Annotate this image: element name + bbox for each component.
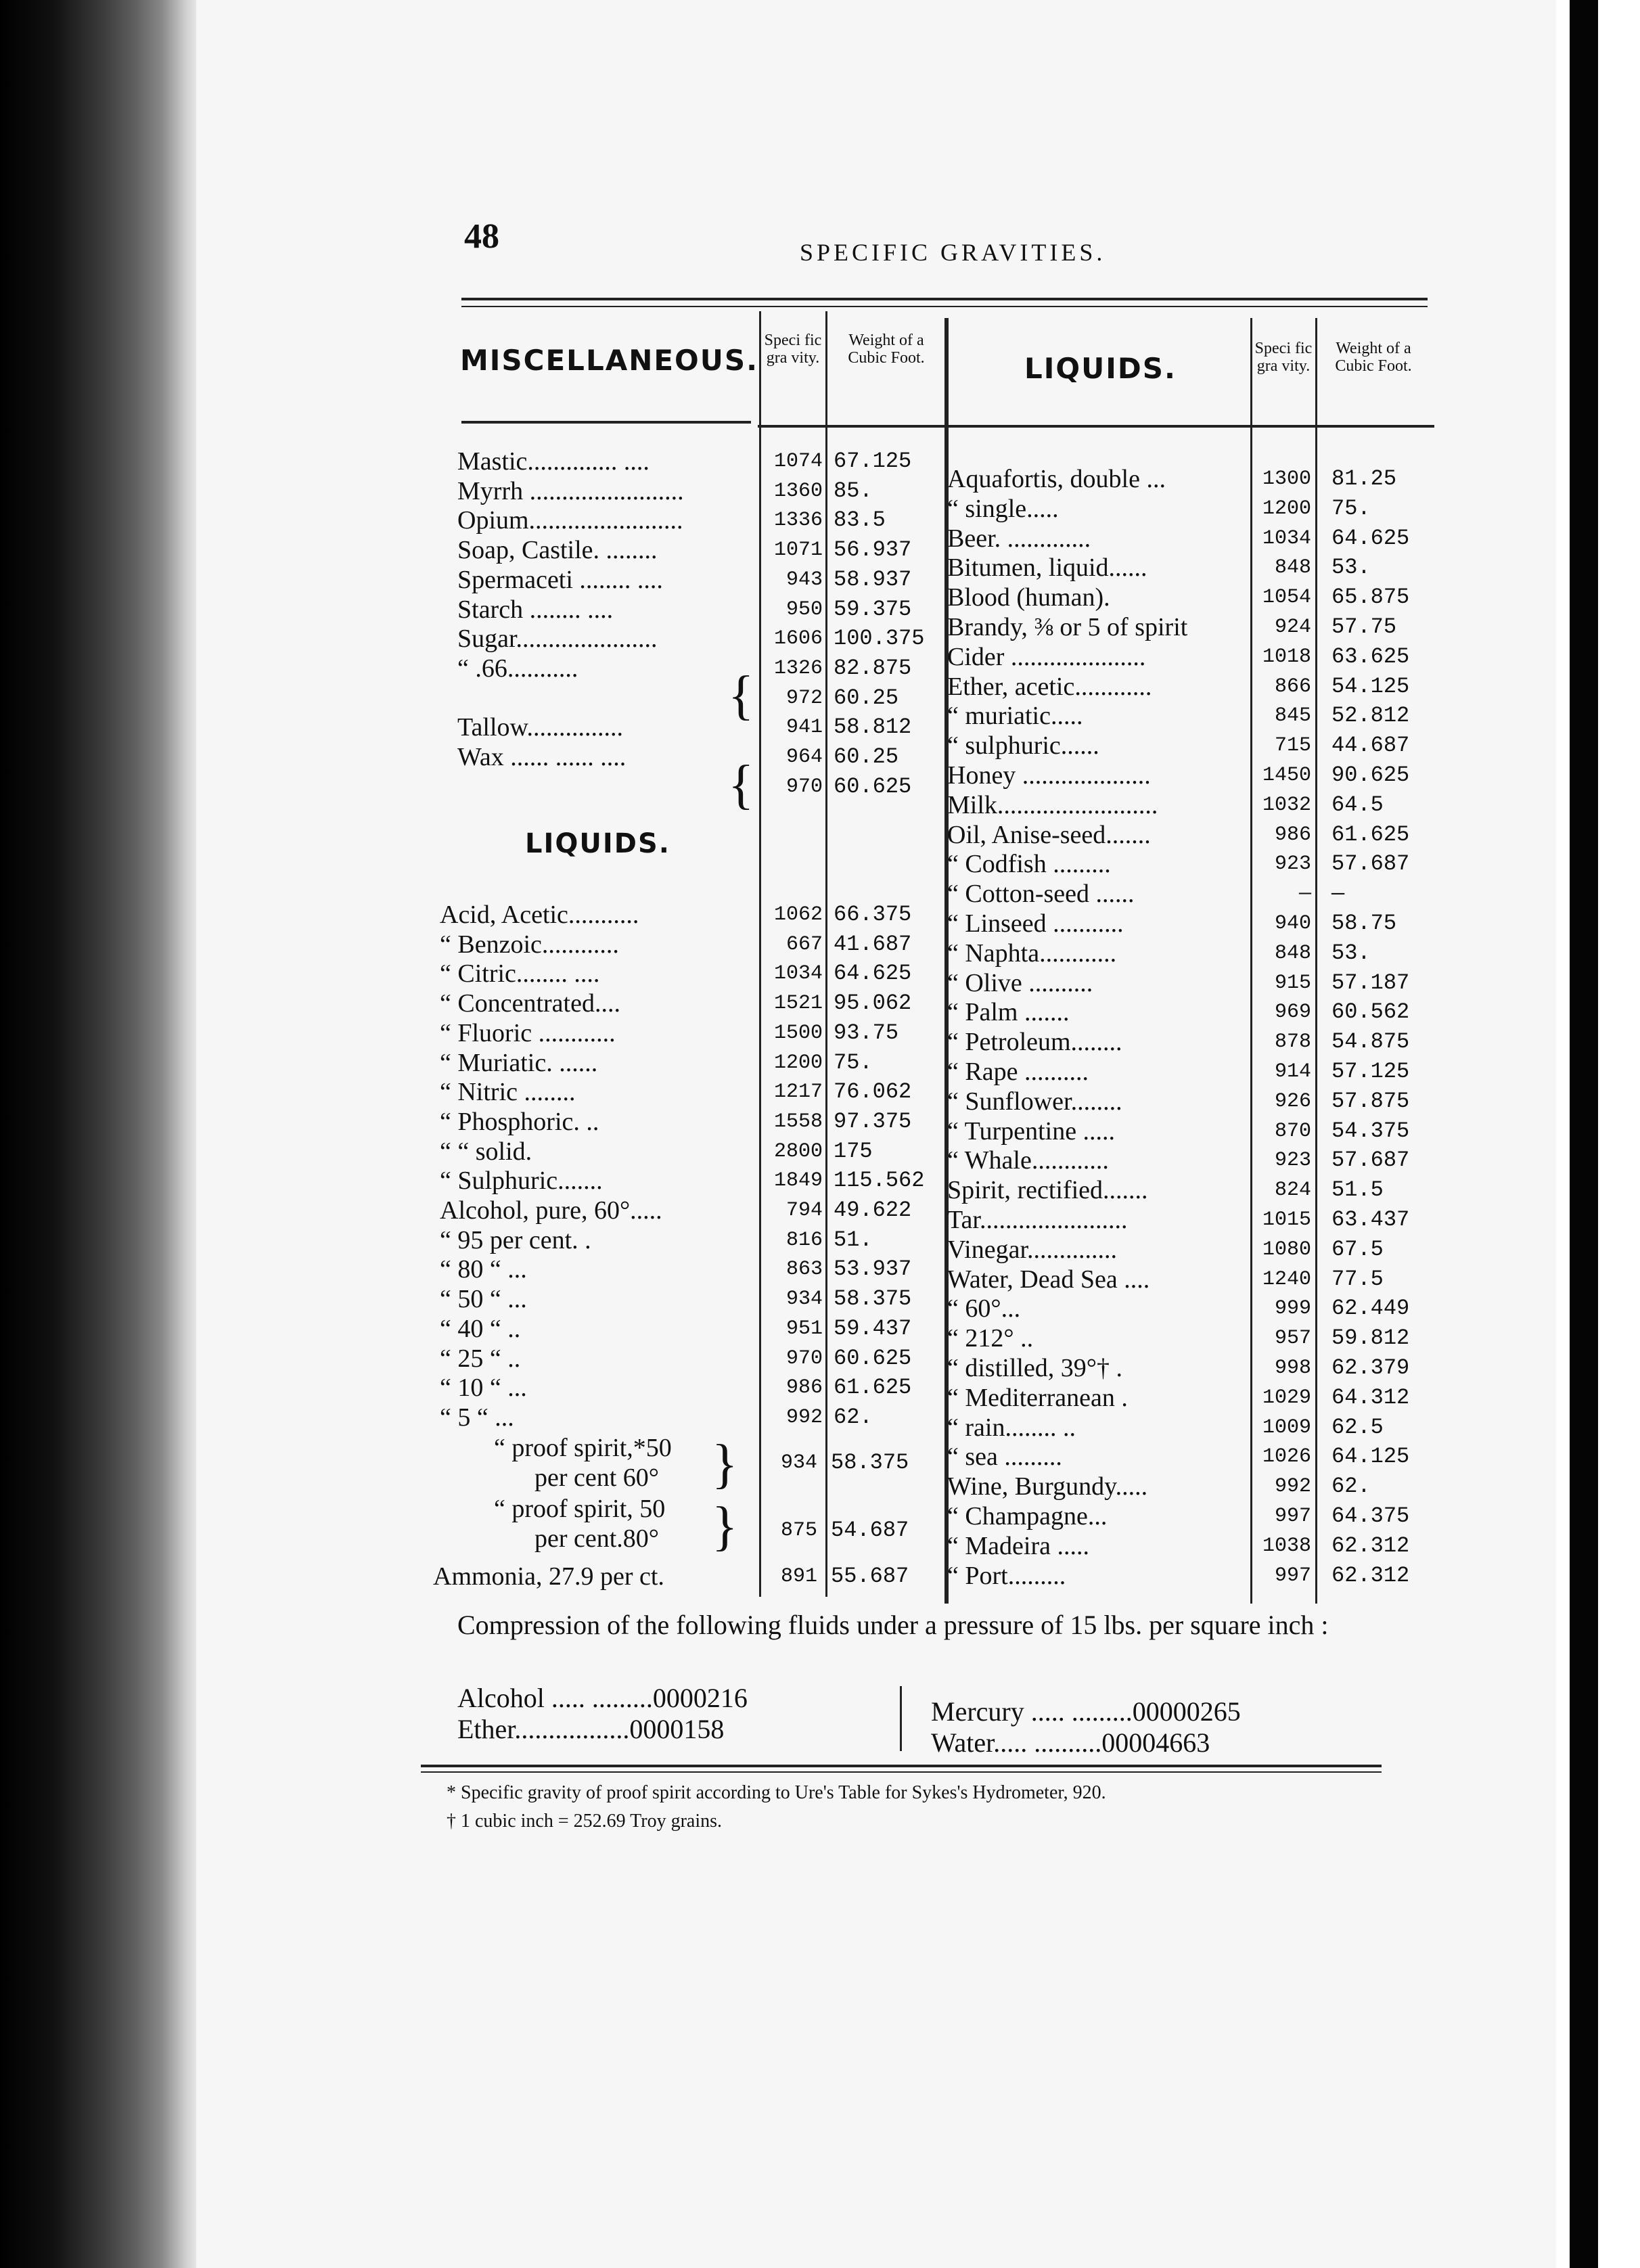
misc-label: Soap, Castile. ........ bbox=[457, 536, 658, 565]
right-liquid-weight: 65.875 bbox=[1331, 585, 1410, 610]
right-liquid-specific-gravity: 1018 bbox=[1262, 645, 1311, 668]
misc-label: Wax ...... ...... .... bbox=[457, 743, 627, 771]
right-liquid-specific-gravity: 923 bbox=[1274, 853, 1311, 876]
left-liquid-weight: 95.062 bbox=[834, 991, 912, 1016]
right-liquid-weight: 59.812 bbox=[1331, 1325, 1410, 1351]
misc-specific-gravity: 1606 bbox=[773, 627, 823, 651]
right-liquid-label: Beer. ............. bbox=[947, 524, 1091, 553]
right-liquid-weight: 44.687 bbox=[1331, 733, 1410, 758]
left-liquid-label: Alcohol, pure, 60°..... bbox=[440, 1196, 662, 1225]
right-liquid-label: Milk......................... bbox=[947, 790, 1158, 819]
left-liquid-specific-gravity: 816 bbox=[785, 1228, 823, 1252]
right-liquid-specific-gravity: — bbox=[1298, 882, 1311, 906]
left-liquid-label: “ 80 “ ... bbox=[440, 1255, 527, 1284]
left-liquid-specific-gravity: 970 bbox=[785, 1346, 823, 1370]
left-liquid-specific-gravity: 992 bbox=[785, 1405, 823, 1429]
right-liquid-label: Spirit, rectified....... bbox=[947, 1176, 1148, 1205]
right-liquid-weight: 67.5 bbox=[1331, 1236, 1384, 1262]
right-liquid-label: “ Rape .......... bbox=[947, 1058, 1089, 1086]
compression-divider bbox=[900, 1686, 902, 1751]
right-liquid-weight: 53. bbox=[1331, 940, 1371, 966]
misc-label: Mastic.............. .... bbox=[457, 447, 650, 476]
left-liquid-specific-gravity: 667 bbox=[785, 932, 823, 956]
misc-weight: 58.812 bbox=[834, 715, 912, 740]
right-liquid-specific-gravity: 715 bbox=[1274, 734, 1311, 758]
right-liquid-specific-gravity: 998 bbox=[1274, 1357, 1311, 1380]
compression-alcohol: Alcohol ..... .........0000216 bbox=[457, 1683, 748, 1713]
misc-weight: 60.625 bbox=[834, 773, 912, 799]
right-liquid-specific-gravity: 845 bbox=[1274, 704, 1311, 728]
misc-specific-gravity: 970 bbox=[785, 775, 823, 798]
page-number: 48 bbox=[464, 217, 499, 256]
right-liquid-specific-gravity: 1029 bbox=[1262, 1386, 1311, 1409]
right-wt-header: Weight of a Cubic Foot. bbox=[1335, 340, 1412, 375]
right-liquid-weight: 64.125 bbox=[1331, 1444, 1410, 1470]
right-liquid-specific-gravity: 1038 bbox=[1262, 1534, 1311, 1558]
right-liquid-specific-gravity: 848 bbox=[1274, 941, 1311, 965]
left-liquid-specific-gravity: 794 bbox=[785, 1199, 823, 1222]
right-liquid-specific-gravity: 914 bbox=[1274, 1060, 1311, 1083]
left-liquid-label: “ Fluoric ............ bbox=[440, 1018, 616, 1047]
right-liquid-weight: 64.5 bbox=[1331, 792, 1384, 817]
footnote-1: * Specific gravity of proof spirit according to Ure's Table for Sykes's Hydrometer, 920. bbox=[447, 1782, 1106, 1803]
misc-specific-gravity: 941 bbox=[785, 716, 823, 740]
left-liquid-weight: 62. bbox=[834, 1404, 873, 1430]
right-liquid-weight: 62.312 bbox=[1331, 1533, 1410, 1558]
right-liquid-specific-gravity: 986 bbox=[1274, 823, 1311, 846]
misc-weight: 59.375 bbox=[834, 596, 912, 622]
right-liquid-specific-gravity: 1034 bbox=[1262, 526, 1311, 550]
right-liquid-specific-gravity: 866 bbox=[1274, 675, 1311, 698]
left-liquid-weight: 93.75 bbox=[834, 1020, 899, 1045]
right-liquid-label: Tar....................... bbox=[947, 1206, 1128, 1234]
left-wt-header: Weight of a Cubic Foot. bbox=[848, 332, 925, 367]
left-liquid-specific-gravity: 1200 bbox=[773, 1051, 823, 1074]
right-liquid-label: Ether, acetic............ bbox=[947, 672, 1152, 701]
right-liquid-label: “ muriatic..... bbox=[947, 702, 1083, 731]
right-liquid-label: “ Naphta............ bbox=[947, 938, 1117, 968]
left-liquid-label: “ 50 “ ... bbox=[440, 1285, 527, 1314]
right-liquid-weight: 61.625 bbox=[1331, 821, 1410, 847]
left-liquid-weight: 51. bbox=[834, 1227, 873, 1252]
left-liquid-weight: 59.437 bbox=[834, 1315, 912, 1341]
left-liquid-specific-gravity: 1500 bbox=[773, 1021, 823, 1045]
misc-weight: 58.937 bbox=[834, 566, 912, 592]
misc-label: “ .66........... bbox=[457, 654, 578, 683]
brace-sugar: { bbox=[728, 666, 754, 725]
left-liquid-weight: 64.625 bbox=[834, 961, 912, 986]
misc-specific-gravity: 1071 bbox=[773, 539, 823, 562]
right-liquid-label: Oil, Anise-seed....... bbox=[947, 820, 1151, 849]
right-liquid-weight: 62.449 bbox=[1331, 1296, 1410, 1321]
misc-label: Tallow............... bbox=[457, 713, 624, 742]
right-liquid-label: “ Palm ....... bbox=[947, 998, 1070, 1027]
left-liquid-specific-gravity: 1849 bbox=[773, 1169, 823, 1193]
right-liquid-label: “ Olive .......... bbox=[947, 968, 1093, 997]
right-liquid-label: “ sulphuric...... bbox=[947, 731, 1099, 761]
brace-wax: { bbox=[728, 755, 754, 815]
left-liquid-label: “ 40 “ .. bbox=[440, 1314, 521, 1343]
left-liquid-label: “ Phosphoric. .. bbox=[440, 1107, 599, 1136]
right-liquid-weight: 77.5 bbox=[1331, 1266, 1384, 1292]
brace-proof2: } bbox=[712, 1497, 738, 1556]
right-liquid-specific-gravity: 1450 bbox=[1262, 764, 1311, 787]
left-liquid-label: “ 95 per cent. . bbox=[440, 1225, 591, 1254]
right-liquid-weight: 54.375 bbox=[1331, 1118, 1410, 1143]
misc-weight: 60.25 bbox=[834, 685, 899, 710]
header-rule bbox=[461, 421, 751, 424]
right-liquid-label: “ Cotton-seed ...... bbox=[947, 880, 1135, 909]
left-liquid-label: “ Nitric ........ bbox=[440, 1078, 576, 1107]
right-liquid-label: Water, Dead Sea .... bbox=[947, 1265, 1150, 1294]
right-liquid-weight: 54.875 bbox=[1331, 1029, 1410, 1055]
right-liquid-weight: 90.625 bbox=[1331, 763, 1410, 788]
left-liquid-specific-gravity: 863 bbox=[785, 1258, 823, 1282]
misc-label: Sugar...................... bbox=[457, 625, 658, 654]
right-liquid-weight: 62.312 bbox=[1331, 1562, 1410, 1588]
right-liquid-label: “ distilled, 39°† . bbox=[947, 1354, 1123, 1382]
misc-weight: 85. bbox=[834, 478, 873, 503]
col-rule-right-wt bbox=[1315, 318, 1317, 1604]
misc-specific-gravity: 1336 bbox=[773, 509, 823, 532]
compression-ether: Ether.................0000158 bbox=[457, 1714, 725, 1744]
left-liquid-label: Acid, Acetic........... bbox=[440, 901, 639, 929]
header-rule-2 bbox=[758, 425, 1434, 428]
right-liquid-label: Honey .................... bbox=[947, 761, 1151, 790]
right-liquid-weight: 57.187 bbox=[1331, 970, 1410, 995]
footnote-2: † 1 cubic inch = 252.69 Troy grains. bbox=[447, 1811, 722, 1832]
right-liquid-label: “ 60°... bbox=[947, 1294, 1021, 1323]
left-liquid-label: “ Muriatic. ...... bbox=[440, 1048, 598, 1077]
misc-specific-gravity: 943 bbox=[785, 568, 823, 591]
right-liquid-weight: 58.75 bbox=[1331, 911, 1397, 936]
right-liquid-weight: 57.75 bbox=[1331, 614, 1397, 639]
misc-weight: 83.5 bbox=[834, 507, 886, 533]
right-liquid-specific-gravity: 1026 bbox=[1262, 1445, 1311, 1469]
right-liquid-weight: 62. bbox=[1331, 1474, 1371, 1499]
left-sg-header: Speci fic gra vity. bbox=[764, 332, 822, 367]
right-liquid-specific-gravity: 1200 bbox=[1262, 497, 1311, 520]
left-liquid-label: “ Benzoic............ bbox=[440, 930, 619, 959]
right-liquid-label: Cider ..................... bbox=[947, 642, 1146, 671]
right-liquid-weight: 64.625 bbox=[1331, 525, 1410, 551]
misc-specific-gravity: 950 bbox=[785, 597, 823, 621]
right-liquid-weight: 54.125 bbox=[1331, 673, 1410, 699]
left-liquid-weight: 53.937 bbox=[834, 1256, 912, 1282]
footnote-rule bbox=[421, 1765, 1382, 1767]
right-liquid-label: “ Petroleum........ bbox=[947, 1028, 1122, 1057]
right-liquid-weight: 60.562 bbox=[1331, 999, 1410, 1025]
right-liquid-label: “ Champagne... bbox=[947, 1502, 1108, 1530]
right-liquid-specific-gravity: 923 bbox=[1274, 1149, 1311, 1173]
misc-weight: 67.125 bbox=[834, 449, 912, 474]
right-liquid-specific-gravity: 926 bbox=[1274, 1089, 1311, 1113]
right-liquid-weight: 62.379 bbox=[1331, 1355, 1410, 1380]
left-liquid-label: “ “ solid. bbox=[440, 1137, 532, 1166]
misc-specific-gravity: 1326 bbox=[773, 656, 823, 680]
brace-proof1: } bbox=[712, 1434, 738, 1494]
left-liquid-specific-gravity: 1034 bbox=[773, 962, 823, 986]
misc-specific-gravity: 964 bbox=[785, 746, 823, 769]
book-spine bbox=[0, 0, 203, 2268]
right-liquid-label: Brandy, ⅜ or 5 of spirit bbox=[947, 613, 1188, 641]
misc-specific-gravity: 972 bbox=[785, 686, 823, 710]
misc-weight: 56.937 bbox=[834, 537, 912, 563]
right-liquid-weight: 57.875 bbox=[1331, 1088, 1410, 1114]
right-liquid-label: “ single..... bbox=[947, 494, 1059, 523]
right-liquid-specific-gravity: 1300 bbox=[1262, 468, 1311, 491]
right-liquid-label: Blood (human). bbox=[947, 583, 1110, 612]
right-liquid-weight: 57.687 bbox=[1331, 851, 1410, 877]
left-liquid-label: “ 25 “ .. bbox=[440, 1344, 521, 1373]
right-liquid-label: Aquafortis, double ... bbox=[947, 465, 1166, 493]
right-liquid-specific-gravity: 924 bbox=[1274, 616, 1311, 639]
compression-intro: Compression of the following fluids under a pressure of 15 lbs. per square inch : bbox=[457, 1610, 1329, 1640]
right-liquid-weight: 75. bbox=[1331, 495, 1371, 521]
left-liquids-title: LIQUIDS. bbox=[525, 828, 670, 859]
left-liquid-label: “ 5 “ ... bbox=[440, 1403, 514, 1432]
right-liquid-weight: 57.687 bbox=[1331, 1148, 1410, 1173]
top-rule bbox=[461, 298, 1428, 300]
left-liquid-weight: 49.622 bbox=[834, 1198, 912, 1223]
col-rule-left-wt bbox=[825, 311, 827, 1597]
left-liquid-specific-gravity: 934 bbox=[785, 1288, 823, 1311]
left-liquid-label: “ Concentrated.... bbox=[440, 989, 620, 1018]
misc-label: Spermaceti ........ .... bbox=[457, 565, 663, 594]
right-liquid-specific-gravity: 940 bbox=[1274, 912, 1311, 935]
right-liquid-weight: 63.625 bbox=[1331, 643, 1410, 669]
right-liquid-label: “ Whale............ bbox=[947, 1146, 1109, 1175]
left-liquid-weight: 76.062 bbox=[834, 1079, 912, 1105]
right-liquid-label: Vinegar.............. bbox=[947, 1235, 1118, 1264]
misc-specific-gravity: 1360 bbox=[773, 479, 823, 503]
right-liquid-weight: 53. bbox=[1331, 555, 1371, 581]
right-liquid-specific-gravity: 997 bbox=[1274, 1564, 1311, 1587]
right-liquid-label: “ Sunflower........ bbox=[947, 1087, 1122, 1116]
left-liquid-weight: 175 bbox=[834, 1138, 873, 1164]
left-liquid-specific-gravity: 1521 bbox=[773, 992, 823, 1016]
right-liquid-label: “ Linseed ........... bbox=[947, 909, 1124, 938]
right-liquid-specific-gravity: 1080 bbox=[1262, 1238, 1311, 1261]
right-liquid-weight: — bbox=[1331, 881, 1345, 907]
right-liquid-weight: 63.437 bbox=[1331, 1207, 1410, 1232]
right-liquid-specific-gravity: 1009 bbox=[1262, 1415, 1311, 1439]
misc-label: Myrrh ........................ bbox=[457, 476, 684, 505]
right-liquid-specific-gravity: 997 bbox=[1274, 1505, 1311, 1528]
misc-label: Opium........................ bbox=[457, 506, 683, 535]
misc-weight: 82.875 bbox=[834, 655, 912, 681]
right-liquid-specific-gravity: 999 bbox=[1274, 1297, 1311, 1321]
right-liquid-weight: 62.5 bbox=[1331, 1414, 1384, 1440]
left-liquid-label: “ Sulphuric....... bbox=[440, 1166, 603, 1196]
right-liquid-label: “ Turpentine ..... bbox=[947, 1116, 1116, 1146]
right-liquid-specific-gravity: 915 bbox=[1274, 971, 1311, 995]
right-liquid-specific-gravity: 1240 bbox=[1262, 1267, 1311, 1291]
col-rule-left-sg bbox=[759, 311, 761, 1597]
right-liquid-label: “ Madeira ..... bbox=[947, 1531, 1089, 1560]
right-liquid-specific-gravity: 1032 bbox=[1262, 793, 1311, 817]
misc-weight: 100.375 bbox=[834, 626, 925, 652]
right-liquid-weight: 64.375 bbox=[1331, 1503, 1410, 1528]
right-liquid-weight: 64.312 bbox=[1331, 1384, 1410, 1410]
left-liquid-specific-gravity: 986 bbox=[785, 1376, 823, 1400]
misc-weight: 60.25 bbox=[834, 744, 899, 769]
right-liquid-label: “ Port......... bbox=[947, 1561, 1066, 1590]
left-liquid-weight: 97.375 bbox=[834, 1108, 912, 1134]
facing-page-edge bbox=[1556, 0, 1640, 2268]
right-liquid-weight: 57.125 bbox=[1331, 1059, 1410, 1084]
right-liquid-specific-gravity: 824 bbox=[1274, 1179, 1311, 1202]
right-liquid-specific-gravity: 992 bbox=[1274, 1475, 1311, 1499]
right-liquid-label: “ Codfish ......... bbox=[947, 850, 1111, 879]
right-liquids-title: LIQUIDS. bbox=[1024, 352, 1177, 385]
right-liquid-weight: 52.812 bbox=[1331, 703, 1410, 729]
col-rule-right-sg bbox=[1250, 318, 1252, 1604]
right-liquid-label: Wine, Burgundy..... bbox=[947, 1472, 1148, 1501]
right-liquid-weight: 81.25 bbox=[1331, 466, 1397, 491]
running-header: SPECIFIC GRAVITIES. bbox=[800, 239, 1106, 266]
left-liquid-specific-gravity: 1558 bbox=[773, 1110, 823, 1133]
left-liquid-weight: 58.375 bbox=[834, 1286, 912, 1312]
right-liquid-label: “ rain........ .. bbox=[947, 1413, 1076, 1442]
left-liquid-label: “ 10 “ ... bbox=[440, 1374, 527, 1403]
right-liquid-specific-gravity: 1054 bbox=[1262, 586, 1311, 610]
footnote-rule-thin bbox=[421, 1771, 1382, 1773]
left-liquid-weight: 75. bbox=[834, 1049, 873, 1075]
misc-label: Starch ........ .... bbox=[457, 595, 614, 624]
misc-title: MISCELLANEOUS. bbox=[460, 344, 759, 377]
right-liquid-specific-gravity: 848 bbox=[1274, 556, 1311, 580]
misc-specific-gravity: 1074 bbox=[773, 450, 823, 473]
left-liquid-specific-gravity: 951 bbox=[785, 1317, 823, 1340]
right-liquid-label: “ Mediterranean . bbox=[947, 1383, 1128, 1412]
left-liquid-label: “ Citric........ .... bbox=[440, 959, 600, 989]
left-liquid-weight: 61.625 bbox=[834, 1375, 912, 1401]
left-liquid-weight: 60.625 bbox=[834, 1345, 912, 1371]
right-liquid-label: Bitumen, liquid...... bbox=[947, 553, 1147, 583]
left-liquid-specific-gravity: 2800 bbox=[773, 1139, 823, 1163]
compression-water: Water..... ..........00004663 bbox=[931, 1727, 1210, 1758]
right-liquid-label: “ 212° .. bbox=[947, 1324, 1034, 1353]
right-liquid-specific-gravity: 878 bbox=[1274, 1030, 1311, 1054]
right-liquid-specific-gravity: 1015 bbox=[1262, 1208, 1311, 1231]
right-sg-header: Speci fic gra vity. bbox=[1254, 340, 1313, 375]
top-rule-thin bbox=[461, 306, 1428, 307]
right-liquid-specific-gravity: 870 bbox=[1274, 1119, 1311, 1143]
compression-mercury: Mercury ..... .........00000265 bbox=[931, 1696, 1241, 1727]
right-liquid-weight: 51.5 bbox=[1331, 1177, 1384, 1203]
left-liquid-weight: 66.375 bbox=[834, 902, 912, 927]
right-liquid-specific-gravity: 969 bbox=[1274, 1001, 1311, 1024]
left-liquid-specific-gravity: 1217 bbox=[773, 1081, 823, 1104]
right-liquid-specific-gravity: 957 bbox=[1274, 1327, 1311, 1351]
left-liquid-specific-gravity: 1062 bbox=[773, 903, 823, 926]
right-liquid-label: “ sea ......... bbox=[947, 1443, 1062, 1472]
left-liquid-weight: 115.562 bbox=[834, 1168, 925, 1194]
left-liquid-weight: 41.687 bbox=[834, 931, 912, 957]
